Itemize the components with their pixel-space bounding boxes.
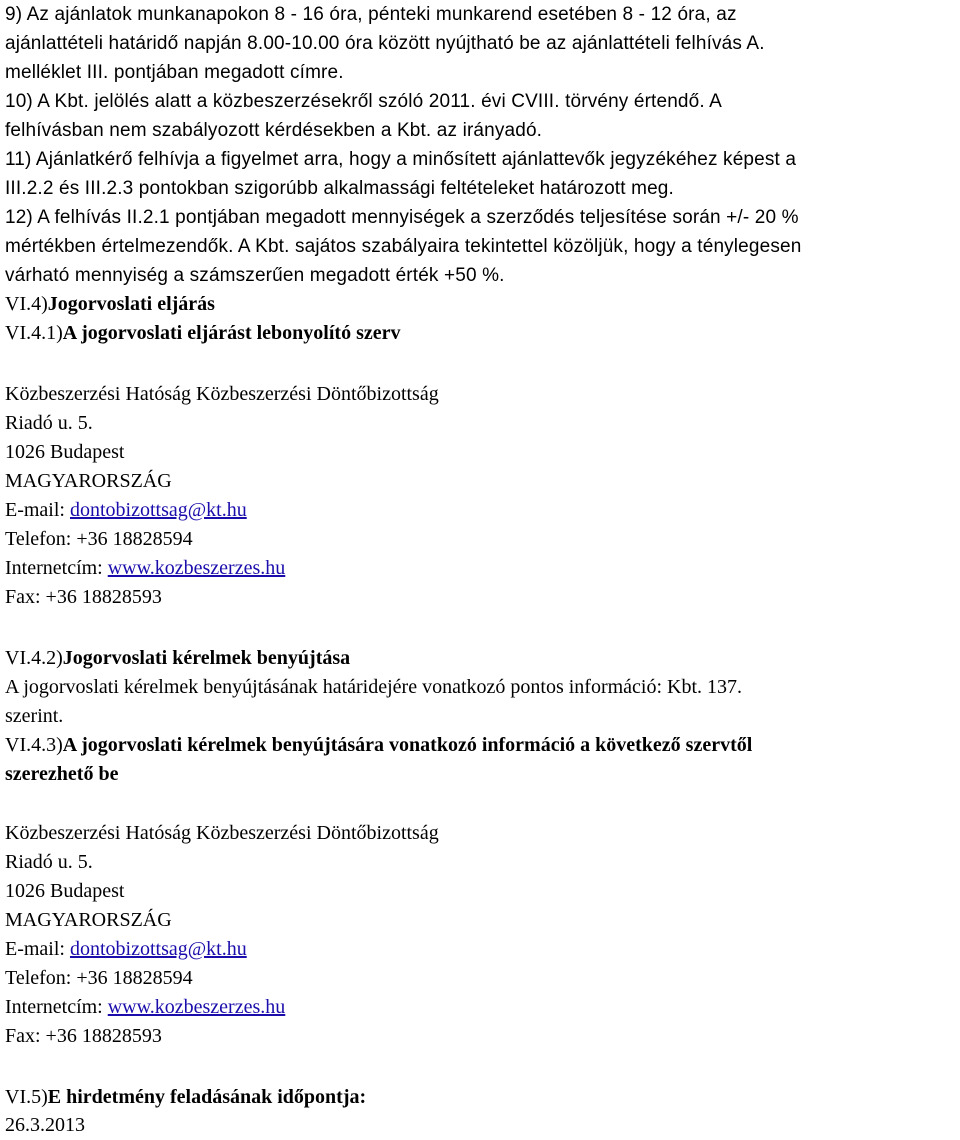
note-9-line-3: melléklet III. pontjában megadott címre. xyxy=(5,62,344,83)
contact-2-phone: Telefon: +36 18828594 xyxy=(5,967,193,989)
contact-1-email-link[interactable]: dontobizottsag@kt.hu xyxy=(69,499,247,521)
section-vi4-number: VI.4) xyxy=(5,293,48,315)
section-vi4-title: Jogorvoslati eljárás xyxy=(47,293,215,315)
note-11-line-1: 11) Ajánlatkérő felhívja a figyelmet arra, hogy a minősített ajánlattevők jegyzékéhez képest a xyxy=(5,149,797,170)
contact-2-email-link[interactable]: dontobizottsag@kt.hu xyxy=(69,938,247,960)
contact-2-fax: Fax: +36 18828593 xyxy=(5,1025,162,1047)
section-vi42-number: VI.4.2) xyxy=(5,647,63,669)
note-9-line-2: ajánlattételi határidő napján 8.00-10.00 óra között nyújtható be az ajánlattételi felhívás A. xyxy=(5,33,765,54)
contact-1-street: Riadó u. 5. xyxy=(5,412,93,434)
section-vi5-number: VI.5) xyxy=(5,1086,48,1108)
contact-2-country: MAGYARORSZÁG xyxy=(5,909,172,931)
section-vi41-title: A jogorvoslati eljárást lebonyolító szerv xyxy=(62,322,401,344)
section-vi43-title-line-1: A jogorvoslati kérelmek benyújtására vonatkozó információ a következő szervtől xyxy=(62,734,753,756)
note-10-line-1: 10) A Kbt. jelölés alatt a közbeszerzésekről szóló 2011. évi CVIII. törvény értendő. A xyxy=(5,91,722,112)
contact-1-web-link[interactable]: www.kozbeszerzes.hu xyxy=(107,557,286,579)
section-vi41-heading xyxy=(5,319,400,348)
note-12-line-2: mértékben értelmezendők. A Kbt. sajátos szabályaira tekintettel közöljük, hogy a ténylegesen xyxy=(5,236,802,257)
section-vi42-text-line-2: szerint. xyxy=(5,705,64,727)
contact-2-org: Közbeszerzési Hatóság Közbeszerzési Döntőbizottság xyxy=(5,822,439,844)
section-vi5-heading xyxy=(5,1083,366,1112)
contact-2-email-row xyxy=(5,935,247,964)
section-vi5-title: E hirdetmény feladásának időpontja: xyxy=(47,1086,367,1108)
section-vi43-title-line-2: szerezhető be xyxy=(5,763,119,785)
contact-2-web-link[interactable]: www.kozbeszerzes.hu xyxy=(107,996,286,1018)
section-vi5-date: 26.3.2013 xyxy=(5,1114,85,1136)
contact-1-phone: Telefon: +36 18828594 xyxy=(5,528,193,550)
note-10-line-2: felhívásban nem szabályozott kérdésekben a Kbt. az irányadó. xyxy=(5,120,543,141)
contact-1-web-label: Internetcím: xyxy=(5,557,108,579)
section-vi42-heading xyxy=(5,644,350,673)
contact-1-email-row xyxy=(5,496,247,525)
section-vi43-heading xyxy=(5,731,752,760)
contact-1-org: Közbeszerzési Hatóság Közbeszerzési Döntőbizottság xyxy=(5,383,439,405)
contact-1-fax: Fax: +36 18828593 xyxy=(5,586,162,608)
contact-1-country: MAGYARORSZÁG xyxy=(5,470,172,492)
note-11-line-2: III.2.2 és III.2.3 pontokban szigorúbb alkalmassági feltételeket határozott meg. xyxy=(5,178,674,199)
contact-1-web-row xyxy=(5,554,285,583)
contact-2-web-label: Internetcím: xyxy=(5,996,108,1018)
section-vi42-title: Jogorvoslati kérelmek benyújtása xyxy=(62,647,351,669)
contact-2-street: Riadó u. 5. xyxy=(5,851,93,873)
section-vi4-heading xyxy=(5,290,215,319)
note-12-line-1: 12) A felhívás II.2.1 pontjában megadott mennyiségek a szerződés teljesítése során +/- 20 % xyxy=(5,207,799,228)
contact-1-email-label: E-mail: xyxy=(5,499,70,521)
contact-2-email-label: E-mail: xyxy=(5,938,70,960)
section-vi43-number: VI.4.3) xyxy=(5,734,63,756)
section-vi41-number: VI.4.1) xyxy=(5,322,63,344)
note-12-line-3: várható mennyiség a számszerűen megadott érték +50 %. xyxy=(5,265,505,286)
contact-2-web-row xyxy=(5,993,285,1022)
contact-2-city: 1026 Budapest xyxy=(5,880,125,902)
section-vi42-text-line-1: A jogorvoslati kérelmek benyújtásának határidejére vonatkozó pontos információ: Kbt. 137. xyxy=(5,676,743,698)
contact-1-city: 1026 Budapest xyxy=(5,441,125,463)
note-9-line-1: 9) Az ajánlatok munkanapokon 8 - 16 óra, pénteki munkarend esetében 8 - 12 óra, az xyxy=(5,4,737,25)
